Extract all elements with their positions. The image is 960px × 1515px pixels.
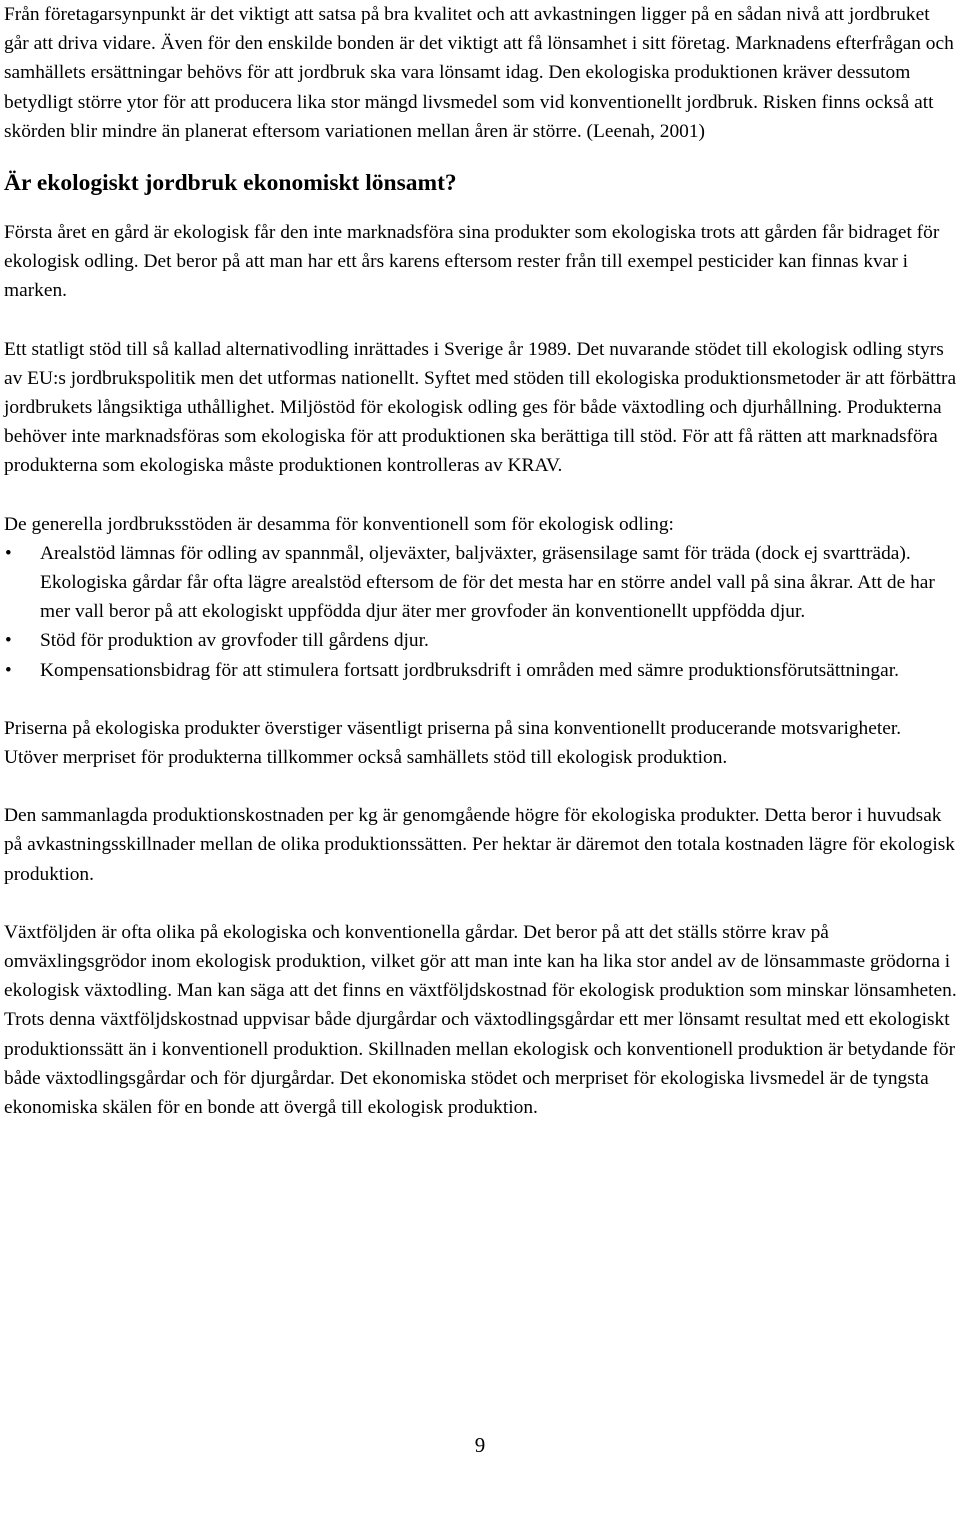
list-item-text: Kompensationsbidrag för att stimulera fortsatt jordbruksdrift i områden med sämre produktionsförutsättningar. [40,659,899,681]
document-page [4,0,958,1122]
list-item [4,539,958,627]
list-item [4,656,958,685]
page-number: 9 [474,1433,486,1457]
bullet-icon: • [5,630,12,652]
paragraph-generella-stod: De generella jordbruksstöden är desamma för konventionell som för ekologisk odling: [4,513,674,535]
paragraph-statligt-stod: Ett statligt stöd till så kallad alternativodling inrättades i Sverige år 1989. Det nuvarande stödet till ekologisk odling styrs av EU:s jordbrukspolitik men det utformas nationellt. Syftet med stöden till ekologiska produktionsmetoder är att förbättra jordbrukets långsiktiga uthållighet. Miljöstöd för ekologisk odling ges för både växtodling och djurhållning. Produkterna behöver inte marknadsföras som ekologiska för att produktionen ska berättiga till stöd. För att få rätten att marknadsföra produkterna som ekologiska måste produktionen kontrolleras av KRAV. [4,338,957,477]
intro-paragraph: Från företagarsynpunkt är det viktigt att satsa på bra kvalitet och att avkastningen ligger på en sådan nivå att jordbruket går att driva vidare. Även för den enskilde bonden är det viktigt att få lönsamhet i sitt företag. Marknadens efterfrågan och samhällets ersättningar behövs för att jordbruk ska vara lönsamt idag. Den ekologiska produktionen kräver dessutom betydligt större ytor för att producera lika stor mängd livsmedel som vid konventionellt jordbruk. Risken finns också att skörden blir mindre än planerat eftersom variationen mellan åren är större. (Leenah, 2001) [4,4,954,142]
list-item-text: Stöd för produktion av grovfoder till gårdens djur. [40,630,429,652]
bullet-icon: • [5,659,12,681]
section-heading: Är ekologiskt jordbruk ekonomiskt lönsamt? [4,170,457,197]
bullet-icon: • [5,542,12,564]
list-item-text: Arealstöd lämnas för odling av spannmål, oljeväxter, baljväxter, gräsensilage samt för träda (dock ej svartträda). Ekologiska gårdar får ofta lägre arealstöd eftersom de för det mesta har en större andel vall på sina åkrar. Att de har mer vall beror på att ekologiskt uppfödda djur äter mer grovfoder än konventionellt uppfödda djur. [40,542,935,623]
paragraph-priser: Priserna på ekologiska produkter överstiger väsentligt priserna på sina konventionellt producerande motsvarigheter. Utöver merpriset för produkterna tillkommer också samhällets stöd till ekologisk produktion. [4,717,902,769]
support-bullet-list [4,539,958,685]
list-item [4,626,958,655]
paragraph-vaxtfoljd: Växtföljden är ofta olika på ekologiska och konventionella gårdar. Det beror på att det ställs större krav på omväxlingsgrödor inom ekologisk produktion, vilket gör att man inte kan ha lika stor andel av de lönsammaste grödorna i ekologisk växtodling. Man kan säga att det finns en växtföljdskostnad för ekologisk produktion som minskar lönsamheten. Trots denna växtföljdskostnad uppvisar både djurgårdar och växtodlingsgårdar ett mer lönsamt resultat med ett ekologiskt produktionssätt än i konventionell produktion. Skillnaden mellan ekologisk och konventionell produktion är betydande för både växtodlingsgårdar och för djurgårdar. Det ekonomiska stödet och merpriset för ekologiska livsmedel är de tyngsta ekonomiska skälen för en bonde att övergå till ekologisk produktion. [4,921,957,1119]
paragraph-produktionskostnad: Den sammanlagda produktionskostnaden per kg är genomgående högre för ekologiska produkter. Detta beror i huvudsak på avkastningsskillnader mellan de olika produktionssätten. Per hektar är däremot den totala kostnaden lägre för ekologisk produktion. [4,805,955,885]
paragraph-karens: Första året en gård är ekologisk får den inte marknadsföra sina produkter som ekologiska trots att gården får bidraget för ekologisk odling. Det beror på att man har ett års karens eftersom rester från till exempel pesticider kan finnas kvar i marken. [4,222,940,302]
